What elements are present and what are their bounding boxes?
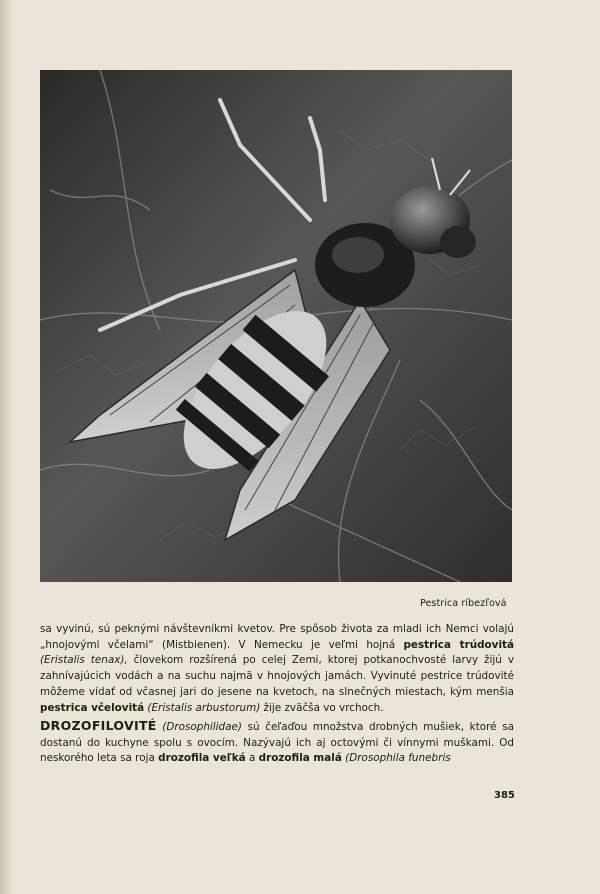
- species-name-bold: drozofila veľká: [158, 752, 246, 765]
- body-paragraph-1: [40, 622, 514, 716]
- body-paragraph-2: [40, 718, 514, 767]
- hoverfly-photo: [40, 70, 512, 582]
- species-name-bold: pestrica včelovitá: [40, 701, 145, 714]
- paragraph-text: žije zväčša vo vrchoch.: [260, 701, 384, 714]
- latin-name-italic: (Eristalis tenax),: [40, 654, 128, 667]
- species-name-bold: pestrica trúdovitá: [403, 638, 514, 651]
- latin-name-italic: (Drosophila funebris: [345, 752, 451, 765]
- page-number: 385: [494, 790, 515, 801]
- paragraph-text: človekom rozšírená po celej Zemi, ktorej potkanochvosté larvy žijú v zahnívajúcich vodách a na suchu najmä v hnojových jamách. Vyvinuté pestrice trúdovité môžeme vídať od včasnej jari do jesene na kvetoch, na slnečných miestach, kým menšia: [40, 654, 514, 698]
- species-name-bold: drozofila malá: [258, 752, 342, 765]
- family-heading: DROZOFILOVITÉ: [40, 718, 157, 733]
- latin-name-italic: (Eristalis arbustorum): [147, 701, 261, 714]
- figure-caption: Pestrica ríbezľová: [420, 598, 507, 609]
- latin-name-italic: (Drosophilidae): [162, 721, 242, 733]
- paragraph-text: sú čeľaďou množstva drobných mušiek, ktoré sa dostanú do kuchyne spolu s ovocím. Nazývajú ich aj octovými či vínnymi muškami. Od neskorého leta sa roja: [40, 721, 514, 765]
- page-gutter-shadow: [0, 0, 14, 894]
- paragraph-text: a: [245, 752, 259, 765]
- paragraph-text: sa vyvinú, sú peknými návštevníkmi kvetov. Pre spôsob života za mladi ich Nemci volajú „hnojovými včelami“ (Mistbienen). V Nemecku je veľmi hojná: [40, 623, 514, 651]
